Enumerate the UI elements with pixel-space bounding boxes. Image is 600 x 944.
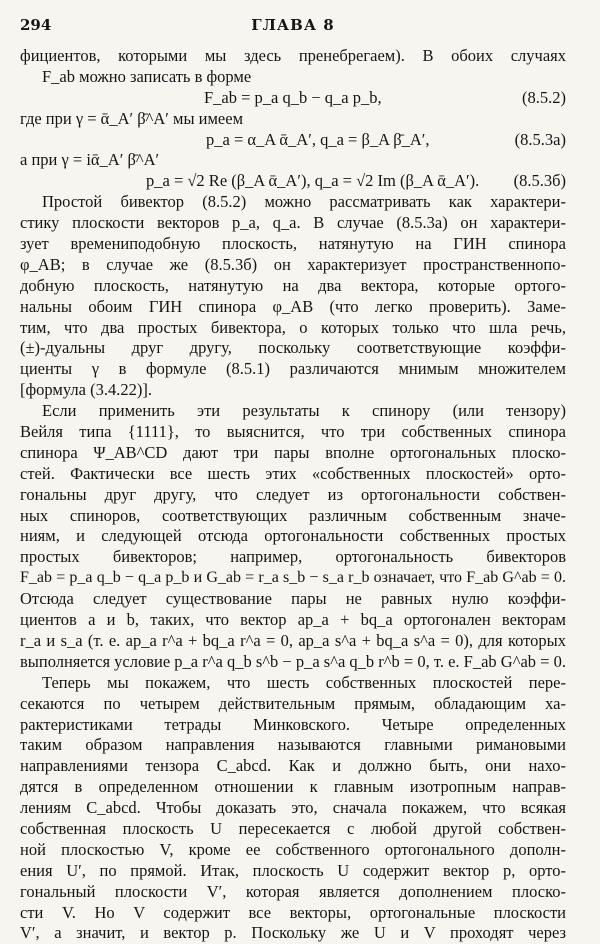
text-line: Теперь мы покажем, что шесть собственных плоскостей пере- <box>42 672 566 692</box>
text-line: r_a и s_a (т. е. ap_a r^a + bq_a r^a = 0, ap_a s^a + bq_a s^a = 0), для которых <box>20 630 566 650</box>
text-line: V′, а значит, и вектор p. Поскольку же U и V проходят через <box>20 923 566 943</box>
equation-number: (8.5.2) <box>522 87 566 107</box>
text-line: [формула (3.4.22)]. <box>20 380 152 400</box>
text-line: ных спиноров, соответствующих различным собственным значе- <box>20 505 566 525</box>
text-line: Простой бивектор (8.5.2) можно рассматривать как характери- <box>42 192 566 212</box>
text-line: ения U′, по прямой. Итак, плоскость U содержит вектор p, орто- <box>20 860 566 880</box>
equation-expression: p_a = α_A ᾱ_A′, q_a = β_A β̄_A′, <box>206 129 430 149</box>
text-line: F_ab можно записать в форме <box>42 66 252 86</box>
text-line: (±)-дуальны друг другу, поскольку соответствующие коэффи- <box>20 338 566 358</box>
text-line: лениям C_abcd. Чтобы доказать это, сначала покажем, что всякая <box>20 798 566 818</box>
text-line: Отсюда следует существование пары не равных нулю коэффи- <box>20 589 566 609</box>
text-line: добную плоскость, натянутую на два вектора, которые ортого- <box>20 275 566 295</box>
equation-expression: F_ab = p_a q_b − q_a p_b, <box>204 87 382 107</box>
text-line: собственная плоскость U пересекается с любой другой собствен- <box>20 818 566 838</box>
text-line: таким образом направления называются главными римановыми <box>20 735 566 755</box>
text-line: F_ab = p_a q_b − q_a p_b и G_ab = r_a s_b − s_a r_b означает, что F_ab G^ab = 0. <box>20 569 566 587</box>
text-line: стику плоскости векторов p_a, q_a. В случае (8.5.3а) он характери- <box>20 213 566 233</box>
text-line: ной плоскостью V, кроме ее собственного ортогонального дополн- <box>20 839 566 859</box>
text-line: секаются по четырем действительным прямым, обладающим ха- <box>20 693 566 713</box>
text-line: циентов a и b, таких, что вектор ap_a + bq_a ортогонален векторам <box>20 610 566 630</box>
text-line: простых бивекторов; например, ортогональность бивекторов <box>20 547 566 567</box>
body-text <box>20 46 566 944</box>
equation-8-5-2 <box>20 88 566 109</box>
text-line: зует времениподобную плоскость, натянутую на ГИН спинора <box>20 234 566 254</box>
text-line: гональны друг другу, что следует из ортогональности собствен- <box>20 484 566 504</box>
equation-number: (8.5.3а) <box>514 129 566 149</box>
paragraph-1 <box>20 192 566 401</box>
text-line: фициентов, которыми мы здесь пренебрегаем). В обоих случаях <box>20 46 566 65</box>
text-line: Если применить эти результаты к спинору (или тензору) <box>42 401 566 421</box>
text-line: φ_AB; в случае же (8.5.3б) он характеризует пространственнопо- <box>20 254 566 274</box>
text-line: спинора Ψ_AB^CD дают три пары вполне ортогональных плоско- <box>20 442 566 462</box>
text-line: рактеристиками тетрады Минковского. Четыре определенных <box>20 714 566 734</box>
text-line: гональный плоскости V′, которая является дополнением плоско- <box>20 881 566 901</box>
chapter-title: ГЛАВА 8 <box>251 16 335 34</box>
page-header <box>20 16 566 36</box>
text-line: нальны обоим ГИН спинора φ_AB (что легко проверить). Заме- <box>20 296 566 316</box>
text-line: направлениями тензора C_abcd. Как и должно быть, они нахо- <box>20 756 566 776</box>
equation-8-5-3a <box>20 130 566 151</box>
equation-8-5-3b <box>20 171 566 192</box>
text-line: Вейля типа {1111}, то выяснится, что три собственных спинора <box>20 422 566 442</box>
text-line: ниям, и следующей отсюда ортогональности собственных простых <box>20 526 566 546</box>
text-line: стей. Фактически все шесть этих «собственных плоскостей» орто- <box>20 463 566 483</box>
text-line: где при γ = ᾱ_A′ β̄^A′ мы имеем <box>20 108 244 128</box>
page-number: 294 <box>20 16 52 34</box>
paragraph-2 <box>20 401 566 673</box>
text-line: а при γ = iᾱ_A′ β̄^A′ <box>20 150 160 170</box>
text-line: выполняется условие p_a r^a q_b s^b − p_a s^a q_b r^b = 0, т. е. F_ab G^ab = 0. <box>20 651 566 671</box>
text-line: сти V. Но V содержит все векторы, ортогональные плоскости <box>20 902 566 922</box>
equation-number: (8.5.3б) <box>513 171 566 191</box>
text-line: тим, что два простых бивектора, о которых только что шла речь, <box>20 317 566 337</box>
text-line: дятся в определенном отношении к главным изотропным направ- <box>20 777 566 797</box>
text-line: циенты γ в формуле (8.5.1) различаются мнимым множителем <box>20 359 566 379</box>
equation-expression: p_a = √2 Re (β_A ᾱ_A′), q_a = √2 Im (β_A ᾱ_A′). <box>146 171 480 191</box>
paragraph-3 <box>20 673 566 944</box>
